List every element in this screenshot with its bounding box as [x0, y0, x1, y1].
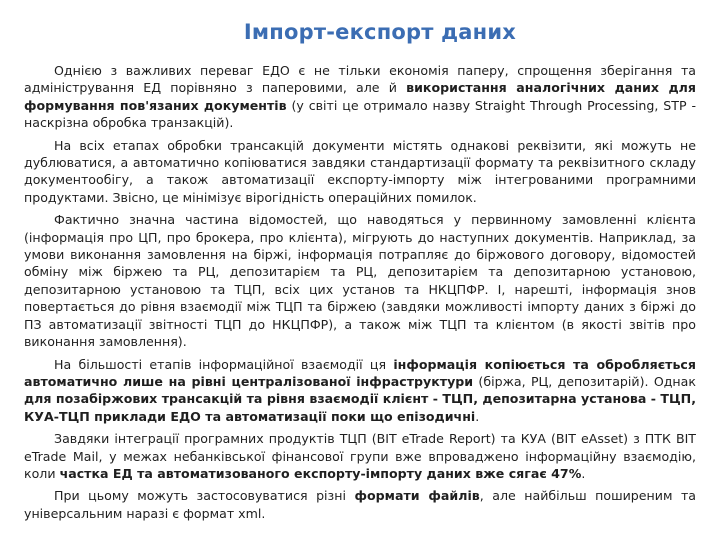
- text-run: (біржа, РЦ, депозитарій). Однак: [473, 373, 696, 389]
- text-run: На всіх етапах обробки трансакцій документи містять однакові реквізити, які можуть не дублюватися, а автоматично копіюватися завдяки стандартизації формату та реквізитного складу документообігу, а також автоматизації експорту-імпорту між інтегрованими програмними продуктами. Звісно, це мінімізує вірогідність операційних помилок.: [24, 137, 696, 205]
- paragraph: [24, 62, 696, 132]
- bold-run: частка ЕД та автоматизованого експорту-імпорту даних вже сягає 47%: [59, 465, 582, 481]
- bold-run: формати файлів: [354, 488, 480, 504]
- text-body: [24, 62, 696, 522]
- text-run: , але найбільш поширеним та універсальним наразі є формат xml.: [24, 488, 696, 521]
- bold-run: використання аналогічних даних для формування пов'язаних документів: [24, 80, 696, 113]
- text-run: .: [475, 408, 480, 424]
- page-title: Імпорт-експорт даних: [243, 20, 517, 44]
- paragraph: [24, 487, 696, 522]
- bold-run: для позабіржових трансакцій та рівня взаємодії клієнт - ТЦП, депозитарна установа - ТЦП, КУА-ТЦП приклади ЕДО та автоматизації поки що епізодичні: [24, 391, 696, 424]
- text-run: На більшості етапів інформаційної взаємодії ця: [54, 356, 394, 372]
- text-run: Фактично значна частина відомостей, що наводяться у первинному замовленні клієнта (інформація про ЦП, про брокера, про клієнта), мігрують до наступних документів. Наприклад, за умови виконання замовлення на біржі, інформація потрапляє до біржового договору, відомостей обміну між біржею та РЦ, депозитарієм та РЦ, депозитарієм та депозитарною установою, депозитарною установою та ТЦП, всіх цих установ та НКЦПФР. І, нарешті, інформація знов повертається до рівня взаємодії між ТЦП та біржею (завдяки можливості імпорту даних з біржі до ПЗ автоматизації звітності ТЦП до НКЦПФР), а також між ТЦП та клієнтом (в якості звітів про виконання замовлення).: [24, 212, 696, 350]
- text-run: При цьому можуть застосовуватися різні: [54, 488, 355, 504]
- paragraph: [24, 137, 696, 207]
- paragraph: [24, 430, 696, 482]
- text-run: Однією з важливих переваг ЕДО є не тільки економія паперу, спрощення зберігання та адміністрування ЕД порівняно з паперовими, але й: [24, 63, 696, 96]
- text-run: .: [581, 465, 586, 481]
- text-run: (у світі це отримало назву Straight Through Processing, STP - наскрізна обробка транзакцій).: [24, 97, 696, 131]
- bold-run: інформація копіюється та обробляється автоматично лише на рівні централізованої інфраструктури: [24, 356, 696, 389]
- text-run: Завдяки інтеграції програмних продуктів ТЦП (BIT eTrade Report) та КУА (BIT eAsset) з ПТК BIT eTrade Mail, у межах небанківської фінансової групи вже впроваджено інформаційну взаємодію, коли: [24, 431, 696, 481]
- paragraph: [24, 211, 696, 350]
- paragraph: [24, 356, 696, 426]
